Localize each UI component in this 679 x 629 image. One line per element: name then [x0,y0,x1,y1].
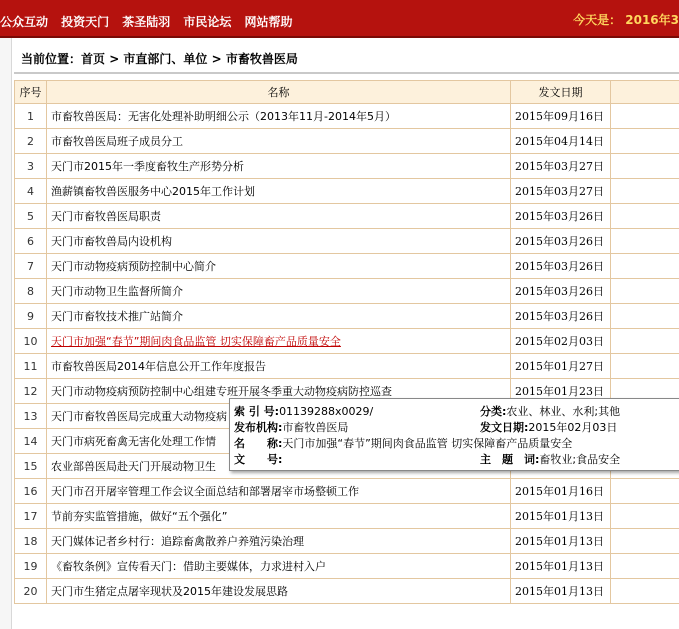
document-link[interactable]: 《畜牧条例》宣传看天门：借助主要媒体，力求进村入户 [51,560,326,573]
document-link[interactable]: 天门市生猪定点屠宰现状及2015年建设发展思路 [51,585,288,598]
row-extra [611,229,679,254]
breadcrumb-path[interactable]: 首页 > 市直部门、单位 > 市畜牧兽医局 [81,52,298,66]
column-header-date: 发文日期 [511,81,611,104]
row-extra [611,279,679,304]
table-row [15,104,679,129]
row-extra [611,329,679,354]
document-link[interactable]: 天门市动物疫病预防控制中心组建专班开展冬季重大动物疫病防控巡查 [51,385,392,398]
row-date: 2015年03月26日 [511,254,611,279]
row-extra [611,479,679,504]
row-title-cell [47,579,511,604]
row-number: 19 [15,554,47,579]
table-header-row [15,81,679,104]
table-row [15,479,679,504]
row-extra [611,579,679,604]
document-link[interactable]: 天门市病死畜禽无害化处理工作情 [51,435,216,448]
table-row [15,254,679,279]
nav-link-public-interaction[interactable]: 公众互动 [0,15,49,29]
document-link[interactable]: 市畜牧兽医局2014年信息公开工作年度报告 [51,360,266,373]
document-link[interactable]: 天门市畜牧兽医局完成重大动物疫病 [51,410,227,423]
row-title-cell [47,204,511,229]
row-date: 2015年01月13日 [511,554,611,579]
breadcrumb-label: 当前位置： [21,52,82,66]
row-date: 2015年03月27日 [511,179,611,204]
tooltip-title: 名 称:天门市加强“春节”期间肉食品监管 切实保障畜产品质量安全 [234,437,573,450]
document-link[interactable]: 天门媒体记者乡村行：追踪畜禽散养户养殖污染治理 [51,535,304,548]
row-number: 15 [15,454,47,479]
table-row [15,504,679,529]
row-number: 5 [15,204,47,229]
row-title-cell [47,254,511,279]
tooltip-date: 发文日期:2015年02月03日 [480,421,618,434]
row-number: 3 [15,154,47,179]
row-number: 2 [15,129,47,154]
row-date: 2015年02月03日 [511,329,611,354]
tooltip-category: 分类:农业、林业、水利;其他 [480,405,621,418]
table-row [15,579,679,604]
row-title-cell [47,129,511,154]
row-number: 11 [15,354,47,379]
tooltip-publisher: 发布机构:市畜牧兽医局 [234,421,349,434]
row-extra [611,129,679,154]
document-link[interactable]: 天门市2015年一季度畜牧生产形势分析 [51,160,244,173]
table-row [15,129,679,154]
row-date: 2015年01月16日 [511,479,611,504]
row-title-cell [47,179,511,204]
divider [14,72,679,74]
row-date: 2015年01月23日 [511,379,611,404]
table-row [15,554,679,579]
document-link[interactable]: 渔薪镇畜牧兽医服务中心2015年工作计划 [51,185,255,198]
row-extra [611,179,679,204]
table-row [15,154,679,179]
row-extra [611,104,679,129]
row-extra [611,154,679,179]
document-link[interactable]: 天门市动物疫病预防控制中心简介 [51,260,216,273]
row-title-cell [47,554,511,579]
column-header-extra [611,81,679,104]
row-date: 2015年03月26日 [511,304,611,329]
document-link[interactable]: 天门市畜牧兽医局职责 [51,210,161,223]
table-row [15,279,679,304]
row-extra [611,554,679,579]
top-banner [0,0,679,38]
table-row [15,329,679,354]
row-title-cell [47,304,511,329]
row-number: 1 [15,104,47,129]
document-link[interactable]: 天门市畜牧兽局内设机构 [51,235,172,248]
table-row [15,204,679,229]
nav-link-invest[interactable]: 投资天门 [61,15,110,29]
row-extra [611,304,679,329]
breadcrumb [21,50,298,67]
document-link[interactable]: 节前夯实监管措施，做好“五个强化” [51,510,228,523]
row-number: 16 [15,479,47,504]
row-title-cell [47,504,511,529]
row-date: 2015年03月26日 [511,279,611,304]
row-number: 12 [15,379,47,404]
row-date: 2015年01月13日 [511,504,611,529]
row-date: 2015年03月26日 [511,229,611,254]
row-number: 6 [15,229,47,254]
row-number: 4 [15,179,47,204]
row-number: 14 [15,429,47,454]
row-number: 7 [15,254,47,279]
row-date: 2015年01月13日 [511,579,611,604]
document-table [14,80,679,604]
tooltip-docno: 文 号: [234,453,283,466]
row-title-cell [47,529,511,554]
left-sidebar [0,38,12,629]
row-number: 10 [15,329,47,354]
row-title-cell [47,329,511,354]
document-link[interactable]: 天门市动物卫生监督所简介 [51,285,183,298]
row-title-cell [47,354,511,379]
column-header-name: 名称 [47,81,511,104]
table-row [15,229,679,254]
document-tooltip [229,398,679,471]
row-date: 2015年01月13日 [511,529,611,554]
row-extra [611,504,679,529]
row-number: 20 [15,579,47,604]
tooltip-subject: 主 题 词:畜牧业;食品安全 [480,453,621,466]
row-title-cell [47,279,511,304]
nav-link-forum[interactable]: 市民论坛 [183,15,232,29]
row-title-cell [47,229,511,254]
row-title-cell [47,479,511,504]
row-number: 17 [15,504,47,529]
document-link[interactable]: 市畜牧兽医局：无害化处理补助明细公示（2013年11月-2014年5月） [51,110,396,123]
table-row [15,354,679,379]
tooltip-index: 索 引 号:01139288x0029/ [234,405,374,418]
column-header-no: 序号 [15,81,47,104]
row-number: 8 [15,279,47,304]
row-title-cell [47,154,511,179]
nav-link-luyu[interactable]: 茶圣陆羽 [122,15,171,29]
table-row [15,529,679,554]
row-extra [611,354,679,379]
row-date: 2015年04月14日 [511,129,611,154]
top-nav [0,11,300,30]
row-date: 2015年09月16日 [511,104,611,129]
row-extra [611,529,679,554]
document-link[interactable]: 天门市召开屠宰管理工作会议全面总结和部署屠宰市场整顿工作 [51,485,359,498]
row-number: 13 [15,404,47,429]
table-row [15,179,679,204]
row-date: 2015年03月26日 [511,204,611,229]
table-row [15,304,679,329]
row-number: 18 [15,529,47,554]
row-extra [611,254,679,279]
row-number: 9 [15,304,47,329]
document-link[interactable]: 农业部兽医局赴天门开展动物卫生 [51,460,216,473]
row-date: 2015年03月27日 [511,154,611,179]
nav-link-help[interactable]: 网站帮助 [244,15,293,29]
row-extra [611,204,679,229]
document-link[interactable]: 天门市加强“春节”期间肉食品监管 切实保障畜产品质量安全 [51,335,341,348]
row-date: 2015年01月27日 [511,354,611,379]
document-link[interactable]: 市畜牧兽医局班子成员分工 [51,135,183,148]
row-title-cell [47,104,511,129]
today-date: 今天是： 2016年3 [573,13,679,27]
document-link[interactable]: 天门市畜牧技术推广站简介 [51,310,183,323]
